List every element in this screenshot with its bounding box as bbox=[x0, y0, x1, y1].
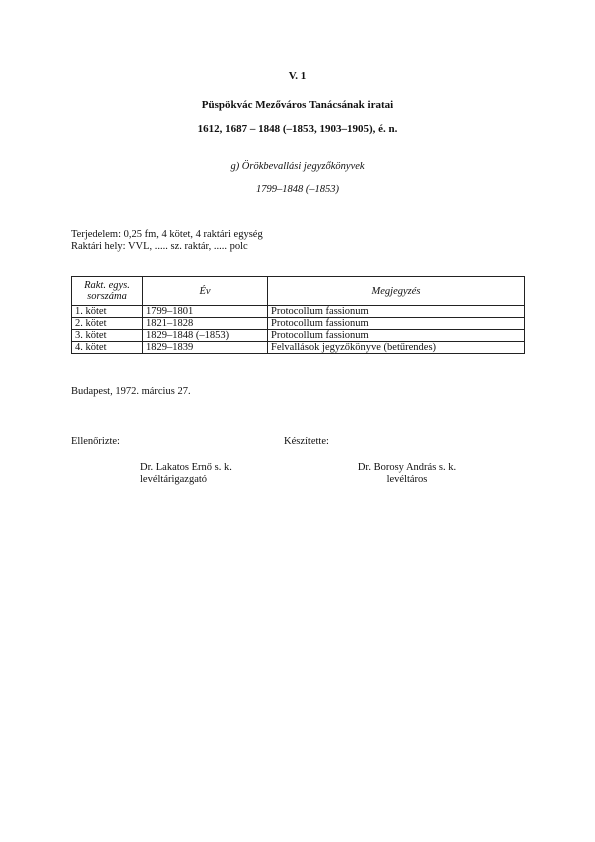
header-unit-line1: Rakt. egys. bbox=[84, 280, 130, 291]
header-year: Év bbox=[143, 277, 268, 306]
header-unit bbox=[72, 277, 143, 306]
cell-year: 1829–1839 bbox=[143, 342, 268, 354]
fonds-date-range: 1612, 1687 – 1848 (–1853, 1903–1905), é. n. bbox=[197, 123, 398, 135]
cell-note: Protocollum fassionum bbox=[268, 318, 525, 330]
location-text: Raktári hely: VVL, ..... sz. raktár, ..... polc bbox=[71, 241, 248, 252]
checker-signature bbox=[140, 462, 232, 486]
cell-unit: 1. kötet bbox=[72, 306, 143, 318]
table-row bbox=[72, 342, 525, 354]
table-row bbox=[72, 318, 525, 330]
checked-by-label: Ellenőrizte: bbox=[71, 436, 120, 447]
table-header-row bbox=[72, 277, 525, 306]
units-table bbox=[71, 276, 525, 354]
cell-unit: 3. kötet bbox=[72, 330, 143, 342]
cell-year: 1829–1848 (–1853) bbox=[143, 330, 268, 342]
header-note: Megjegyzés bbox=[268, 277, 525, 306]
table-row bbox=[72, 330, 525, 342]
place-date: Budapest, 1972. március 27. bbox=[71, 386, 191, 397]
checker-title: levéltárigazgató bbox=[140, 474, 208, 485]
cell-note: Protocollum fassionum bbox=[268, 306, 525, 318]
cell-unit: 4. kötet bbox=[72, 342, 143, 354]
cell-note: Protocollum fassionum bbox=[268, 330, 525, 342]
preparer-title: levéltáros bbox=[386, 474, 428, 485]
preparer-signature bbox=[352, 462, 462, 486]
prepared-by-label: Készítette: bbox=[284, 436, 329, 447]
cell-year: 1821–1828 bbox=[143, 318, 268, 330]
fonds-code: V. 1 bbox=[288, 70, 307, 82]
checker-name: Dr. Lakatos Ernő s. k. bbox=[140, 462, 232, 473]
series-title: g) Örökbevallási jegyzőkönyvek bbox=[230, 161, 365, 172]
cell-year: 1799–1801 bbox=[143, 306, 268, 318]
cell-unit: 2. kötet bbox=[72, 318, 143, 330]
table-row bbox=[72, 306, 525, 318]
header-unit-line2: sorszáma bbox=[87, 291, 127, 302]
cell-note: Felvallások jegyzőkönyve (betűrendes) bbox=[268, 342, 525, 354]
preparer-name: Dr. Borosy András s. k. bbox=[357, 462, 457, 473]
fonds-title: Püspökvác Mezőváros Tanácsának iratai bbox=[201, 99, 394, 111]
series-date-range: 1799–1848 (–1853) bbox=[255, 184, 340, 195]
extent-text: Terjedelem: 0,25 fm, 4 kötet, 4 raktári egység bbox=[71, 229, 263, 240]
